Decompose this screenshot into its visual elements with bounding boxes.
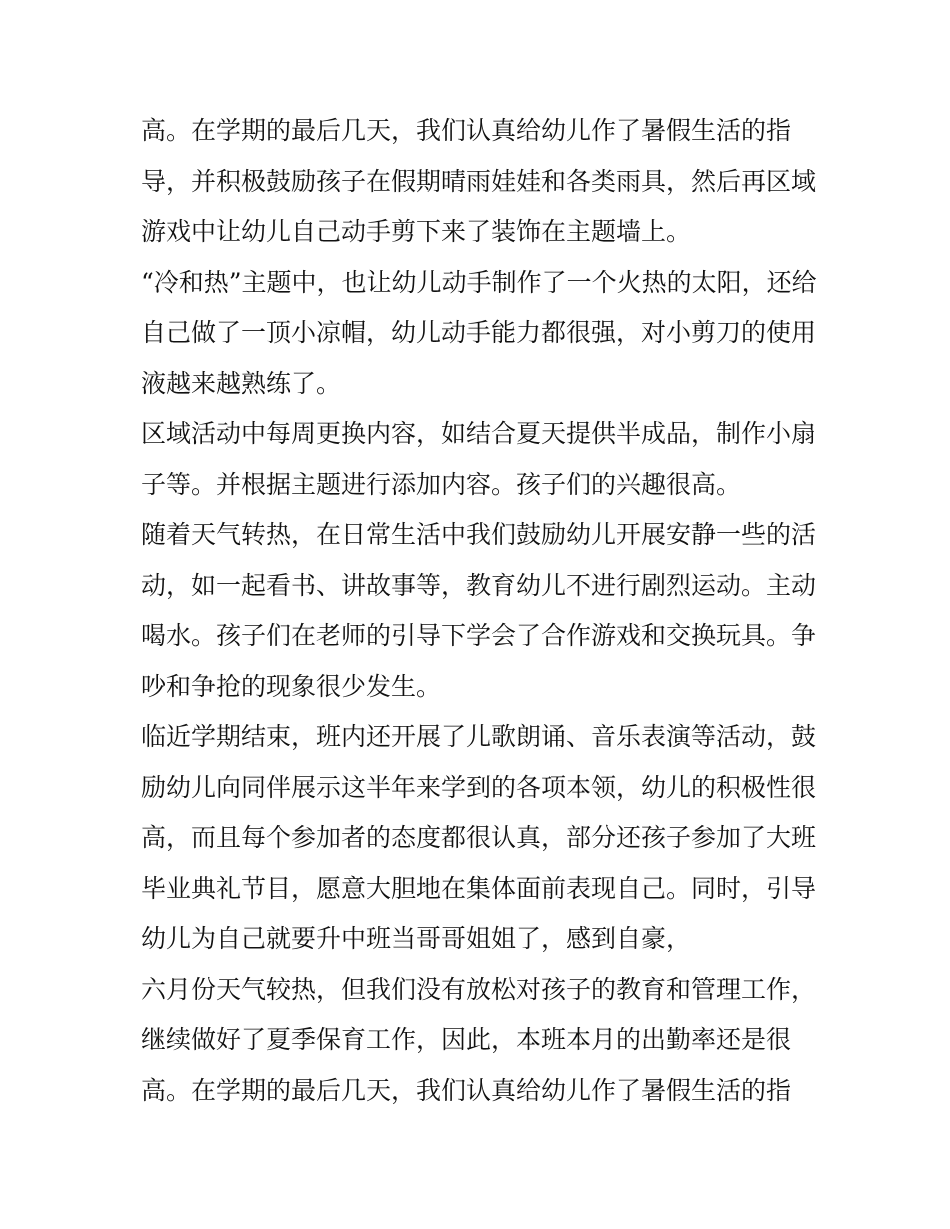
text-line: 毕业典礼节目，愿意大胆地在集体面前表现自己。同时，引导 bbox=[141, 873, 817, 903]
text-line: 继续做好了夏季保育工作，因此，本班本月的出勤率还是很 bbox=[141, 1025, 792, 1054]
document-body bbox=[141, 106, 821, 1116]
text-line: 临近学期结束，班内还开展了儿歌朗诵、音乐表演等活动，鼓 bbox=[141, 722, 817, 751]
text-line: 子等。并根据主题进行添加内容。孩子们的兴趣很高。 bbox=[141, 469, 742, 499]
text-line: 液越来越熟练了。 bbox=[141, 368, 342, 398]
text-line: 六月份天气较热，但我们没有放松对孩子的教育和管理工作， bbox=[141, 974, 817, 1004]
text-line: 吵和争抢的现象很少发生。 bbox=[141, 671, 442, 701]
text-line: “冷和热”主题中，也让幼儿动手制作了一个火热的太阳，还给 bbox=[141, 267, 817, 297]
text-line: 高。在学期的最后几天，我们认真给幼儿作了暑假生活的指 bbox=[141, 116, 792, 145]
text-line: 喝水。孩子们在老师的引导下学会了合作游戏和交换玩具。争 bbox=[141, 621, 817, 650]
text-line: 游戏中让幼儿自己动手剪下来了装饰在主题墙上。 bbox=[141, 217, 692, 246]
text-line: 随着天气转热，在日常生活中我们鼓励幼儿开展安静一些的活 bbox=[141, 520, 817, 549]
text-line: 自己做了一顶小凉帽，幼儿动手能力都很强，对小剪刀的使用 bbox=[141, 318, 817, 347]
text-line: 励幼儿向同伴展示这半年来学到的各项本领，幼儿的积极性很 bbox=[141, 772, 817, 802]
text-line: 高，而且每个参加者的态度都很认真，部分还孩子参加了大班 bbox=[141, 823, 817, 852]
text-line: 区域活动中每周更换内容，如结合夏天提供半成品，制作小扇 bbox=[141, 419, 817, 448]
text-line: 导，并积极鼓励孩子在假期晴雨娃娃和各类雨具，然后再区域 bbox=[141, 166, 817, 196]
text-line: 动，如一起看书、讲故事等，教育幼儿不进行剧烈运动。主动 bbox=[141, 570, 817, 600]
text-line: 幼儿为自己就要升中班当哥哥姐姐了，感到自豪， bbox=[141, 924, 692, 953]
text-line: 高。在学期的最后几天，我们认真给幼儿作了暑假生活的指 bbox=[141, 1075, 792, 1105]
